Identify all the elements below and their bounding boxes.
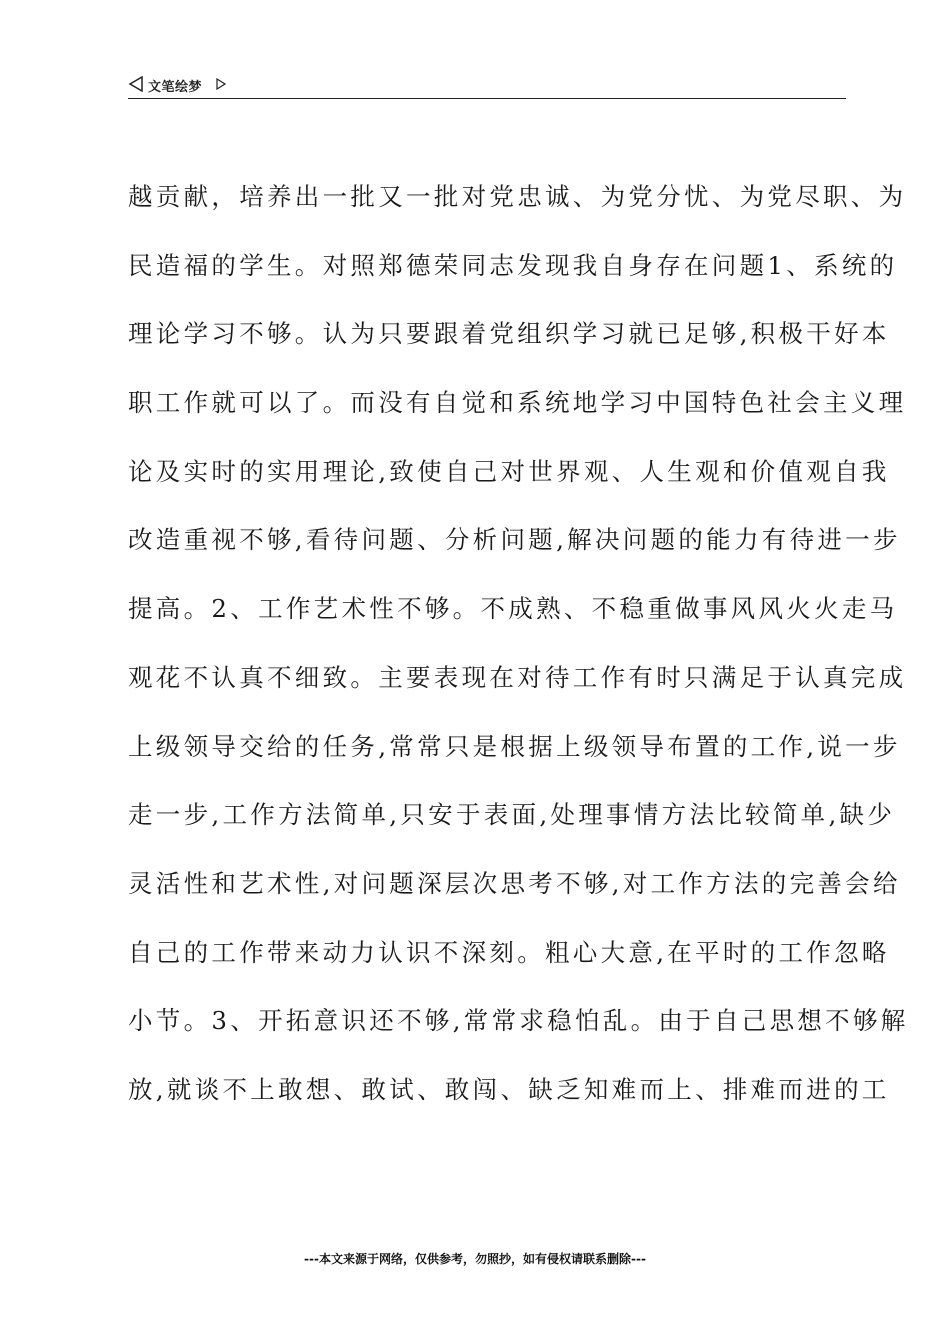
header-title: 文笔绘梦 [148,80,203,95]
page-header [128,74,846,99]
body-line: 越贡献，培养出一批又一批对党忠诚、为党分忧、为党尽职、为 [128,182,907,211]
body-line: 提高。2、工作艺术性不够。不成熟、不稳重做事风风火火走马 [128,594,898,624]
body-line: 职工作就可以了。而没有自觉和系统地学习中国特色社会主义理 [128,388,907,418]
body-line: 论及实时的实用理论,致使自己对世界观、人生观和价值观自我 [128,456,890,486]
body-line: 观花不认真不细致。主要表现在对待工作有时只满足于认真完成 [128,662,907,692]
body-line: 民造福的学生。对照郑德荣同志发现我自身存在问题1、系统的 [128,250,898,280]
body-line: 上级领导交给的任务,常常只是根据上级领导布置的工作,说一步 [128,731,901,761]
triangle-right-small-icon [216,75,226,87]
body-line: 自己的工作带来动力认识不深刻。粗心大意,在平时的工作忽略 [128,937,890,967]
body-line: 改造重视不够,看待问题、分析问题,解决问题的能力有待进一步 [128,525,901,555]
body-line: 灵活性和艺术性,对问题深层次思考不够,对工作方法的完善会给 [128,868,901,898]
body-line: 放,就谈不上敢想、敢试、敢闯、缺乏知难而上、排难而进的工 [128,1074,890,1104]
body-line: 小节。3、开拓意识还不够,常常求稳怕乱。由于自己思想不够解 [128,1006,909,1036]
footer-disclaimer: ---本文来源于网络，仅供参考，勿照抄，如有侵权请联系删除--- [304,1252,646,1266]
document-body [128,176,909,1138]
body-line: 理论学习不够。认为只要跟着党组织学习就已足够,积极干好本 [128,319,890,349]
triangle-left-outline-icon [128,76,144,92]
body-line: 走一步,工作方法简单,只安于表面,处理事情方法比较简单,缺少 [128,800,896,830]
